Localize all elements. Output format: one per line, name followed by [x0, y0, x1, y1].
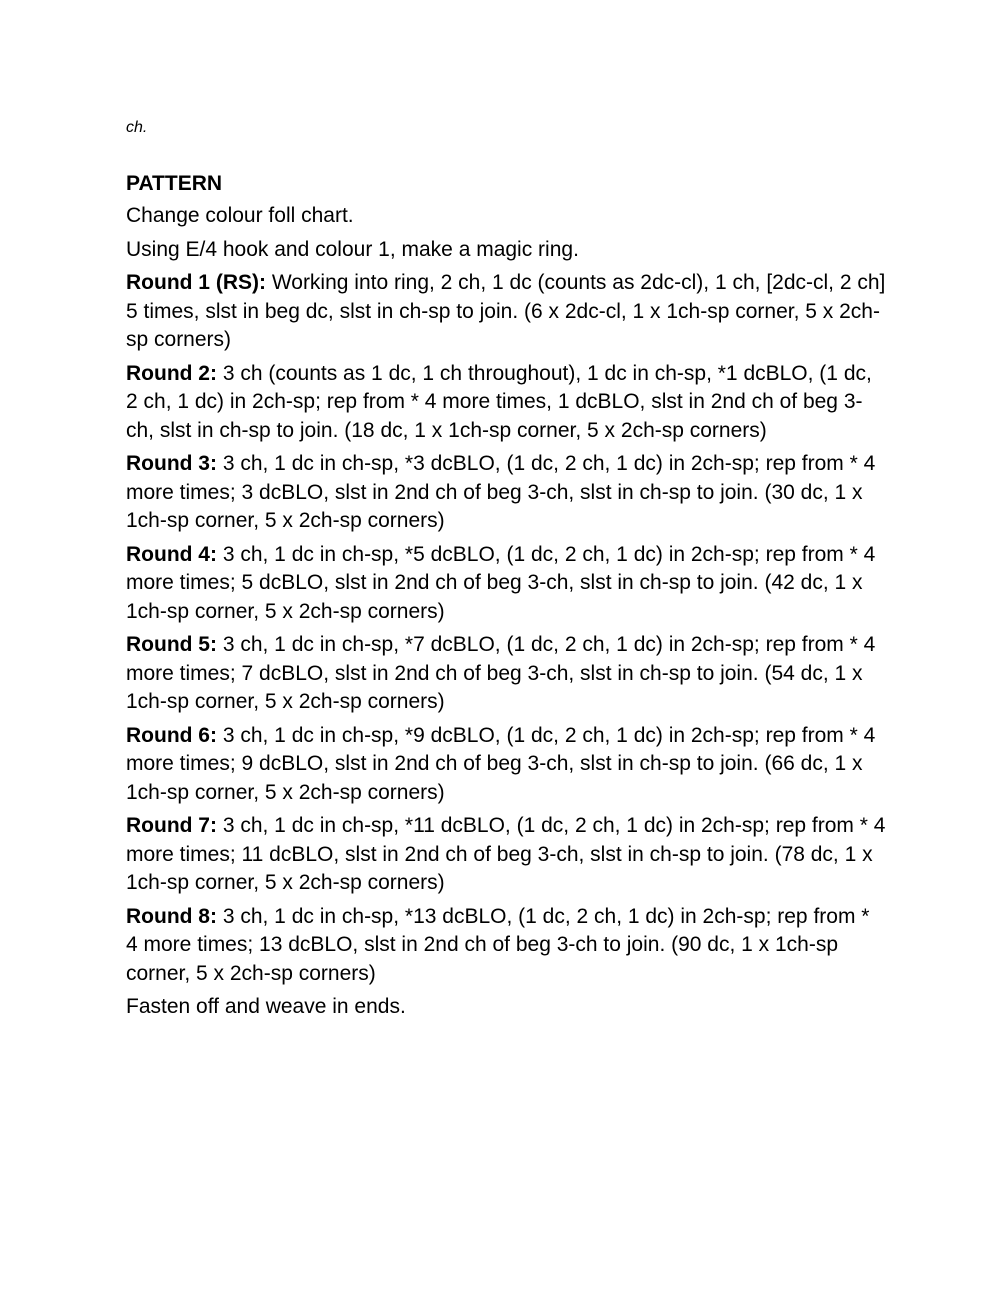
- round-8-text: 3 ch, 1 dc in ch-sp, *13 dcBLO, (1 dc, 2 ch, 1 dc) in 2ch-sp; rep from * 4 more times; 13 dcBLO, slst in 2nd ch of beg 3-ch to join. (90 dc, 1 x 1ch-sp corner, 5 x 2ch-sp corners): [126, 904, 870, 985]
- round-3-instruction: [126, 450, 886, 536]
- round-1-instruction: [126, 269, 886, 355]
- round-6-text: 3 ch, 1 dc in ch-sp, *9 dcBLO, (1 dc, 2 ch, 1 dc) in 2ch-sp; rep from * 4 more times; 9 dcBLO, slst in 2nd ch of beg 3-ch, slst in ch-sp to join. (66 dc, 1 x 1ch-sp corner, 5 x 2ch-sp corners): [126, 723, 876, 804]
- round-4-label: Round 4:: [126, 542, 217, 566]
- round-4-text: 3 ch, 1 dc in ch-sp, *5 dcBLO, (1 dc, 2 ch, 1 dc) in 2ch-sp; rep from * 4 more times; 5 dcBLO, slst in 2nd ch of beg 3-ch, slst in ch-sp to join. (42 dc, 1 x 1ch-sp corner, 5 x 2ch-sp corners): [126, 542, 876, 623]
- round-5-label: Round 5:: [126, 633, 217, 656]
- round-1-label: Round 1 (RS):: [126, 271, 266, 294]
- round-8-label: Round 8:: [126, 904, 217, 928]
- round-6-instruction: [126, 722, 886, 808]
- intro-line-colour: Change colour foll chart.: [126, 204, 354, 227]
- continued-text-fragment: ch.: [126, 119, 148, 136]
- pattern-heading: PATTERN: [126, 172, 223, 195]
- round-2-label: Round 2:: [126, 361, 217, 385]
- round-3-text: 3 ch, 1 dc in ch-sp, *3 dcBLO, (1 dc, 2 ch, 1 dc) in 2ch-sp; rep from * 4 more times; 3 dcBLO, slst in 2nd ch of beg 3-ch, slst in ch-sp to join. (30 dc, 1 x 1ch-sp corner, 5 x 2ch-sp corners): [126, 452, 876, 532]
- round-5-text: 3 ch, 1 dc in ch-sp, *7 dcBLO, (1 dc, 2 ch, 1 dc) in 2ch-sp; rep from * 4 more times; 7 dcBLO, slst in 2nd ch of beg 3-ch, slst in ch-sp to join. (54 dc, 1 x 1ch-sp corner, 5 x 2ch-sp corners): [126, 633, 876, 713]
- round-6-label: Round 6:: [126, 723, 217, 747]
- round-4-instruction: [126, 541, 886, 627]
- round-2-instruction: [126, 360, 886, 446]
- round-5-instruction: [126, 631, 886, 717]
- round-3-label: Round 3:: [126, 452, 217, 475]
- round-8-instruction: [126, 903, 886, 989]
- round-7-label: Round 7:: [126, 814, 217, 837]
- round-7-instruction: [126, 812, 886, 898]
- finishing-instruction: Fasten off and weave in ends.: [126, 995, 406, 1018]
- round-7-text: 3 ch, 1 dc in ch-sp, *11 dcBLO, (1 dc, 2 ch, 1 dc) in 2ch-sp; rep from * 4 more times; 11 dcBLO, slst in 2nd ch of beg 3-ch, slst in ch-sp to join. (78 dc, 1 x 1ch-sp corner, 5 x 2ch-sp corners): [126, 814, 886, 894]
- round-2-text: 3 ch (counts as 1 dc, 1 ch throughout), 1 dc in ch-sp, *1 dcBLO, (1 dc, 2 ch, 1 dc) in 2ch-sp; rep from * 4 more times, 1 dcBLO, slst in 2nd ch of beg 3-ch, slst in ch-sp to join. (18 dc, 1 x 1ch-sp corner, 5 x 2ch-sp corners): [126, 361, 872, 442]
- document-page: [126, 118, 886, 1027]
- intro-line-hook: Using E/4 hook and colour 1, make a magic ring.: [126, 237, 579, 261]
- round-1-text: Working into ring, 2 ch, 1 dc (counts as 2dc-cl), 1 ch, [2dc-cl, 2 ch] 5 times, slst in beg dc, slst in ch-sp to join. (6 x 2dc-cl, 1 x 1ch-sp corner, 5 x 2ch-sp corners): [126, 271, 886, 351]
